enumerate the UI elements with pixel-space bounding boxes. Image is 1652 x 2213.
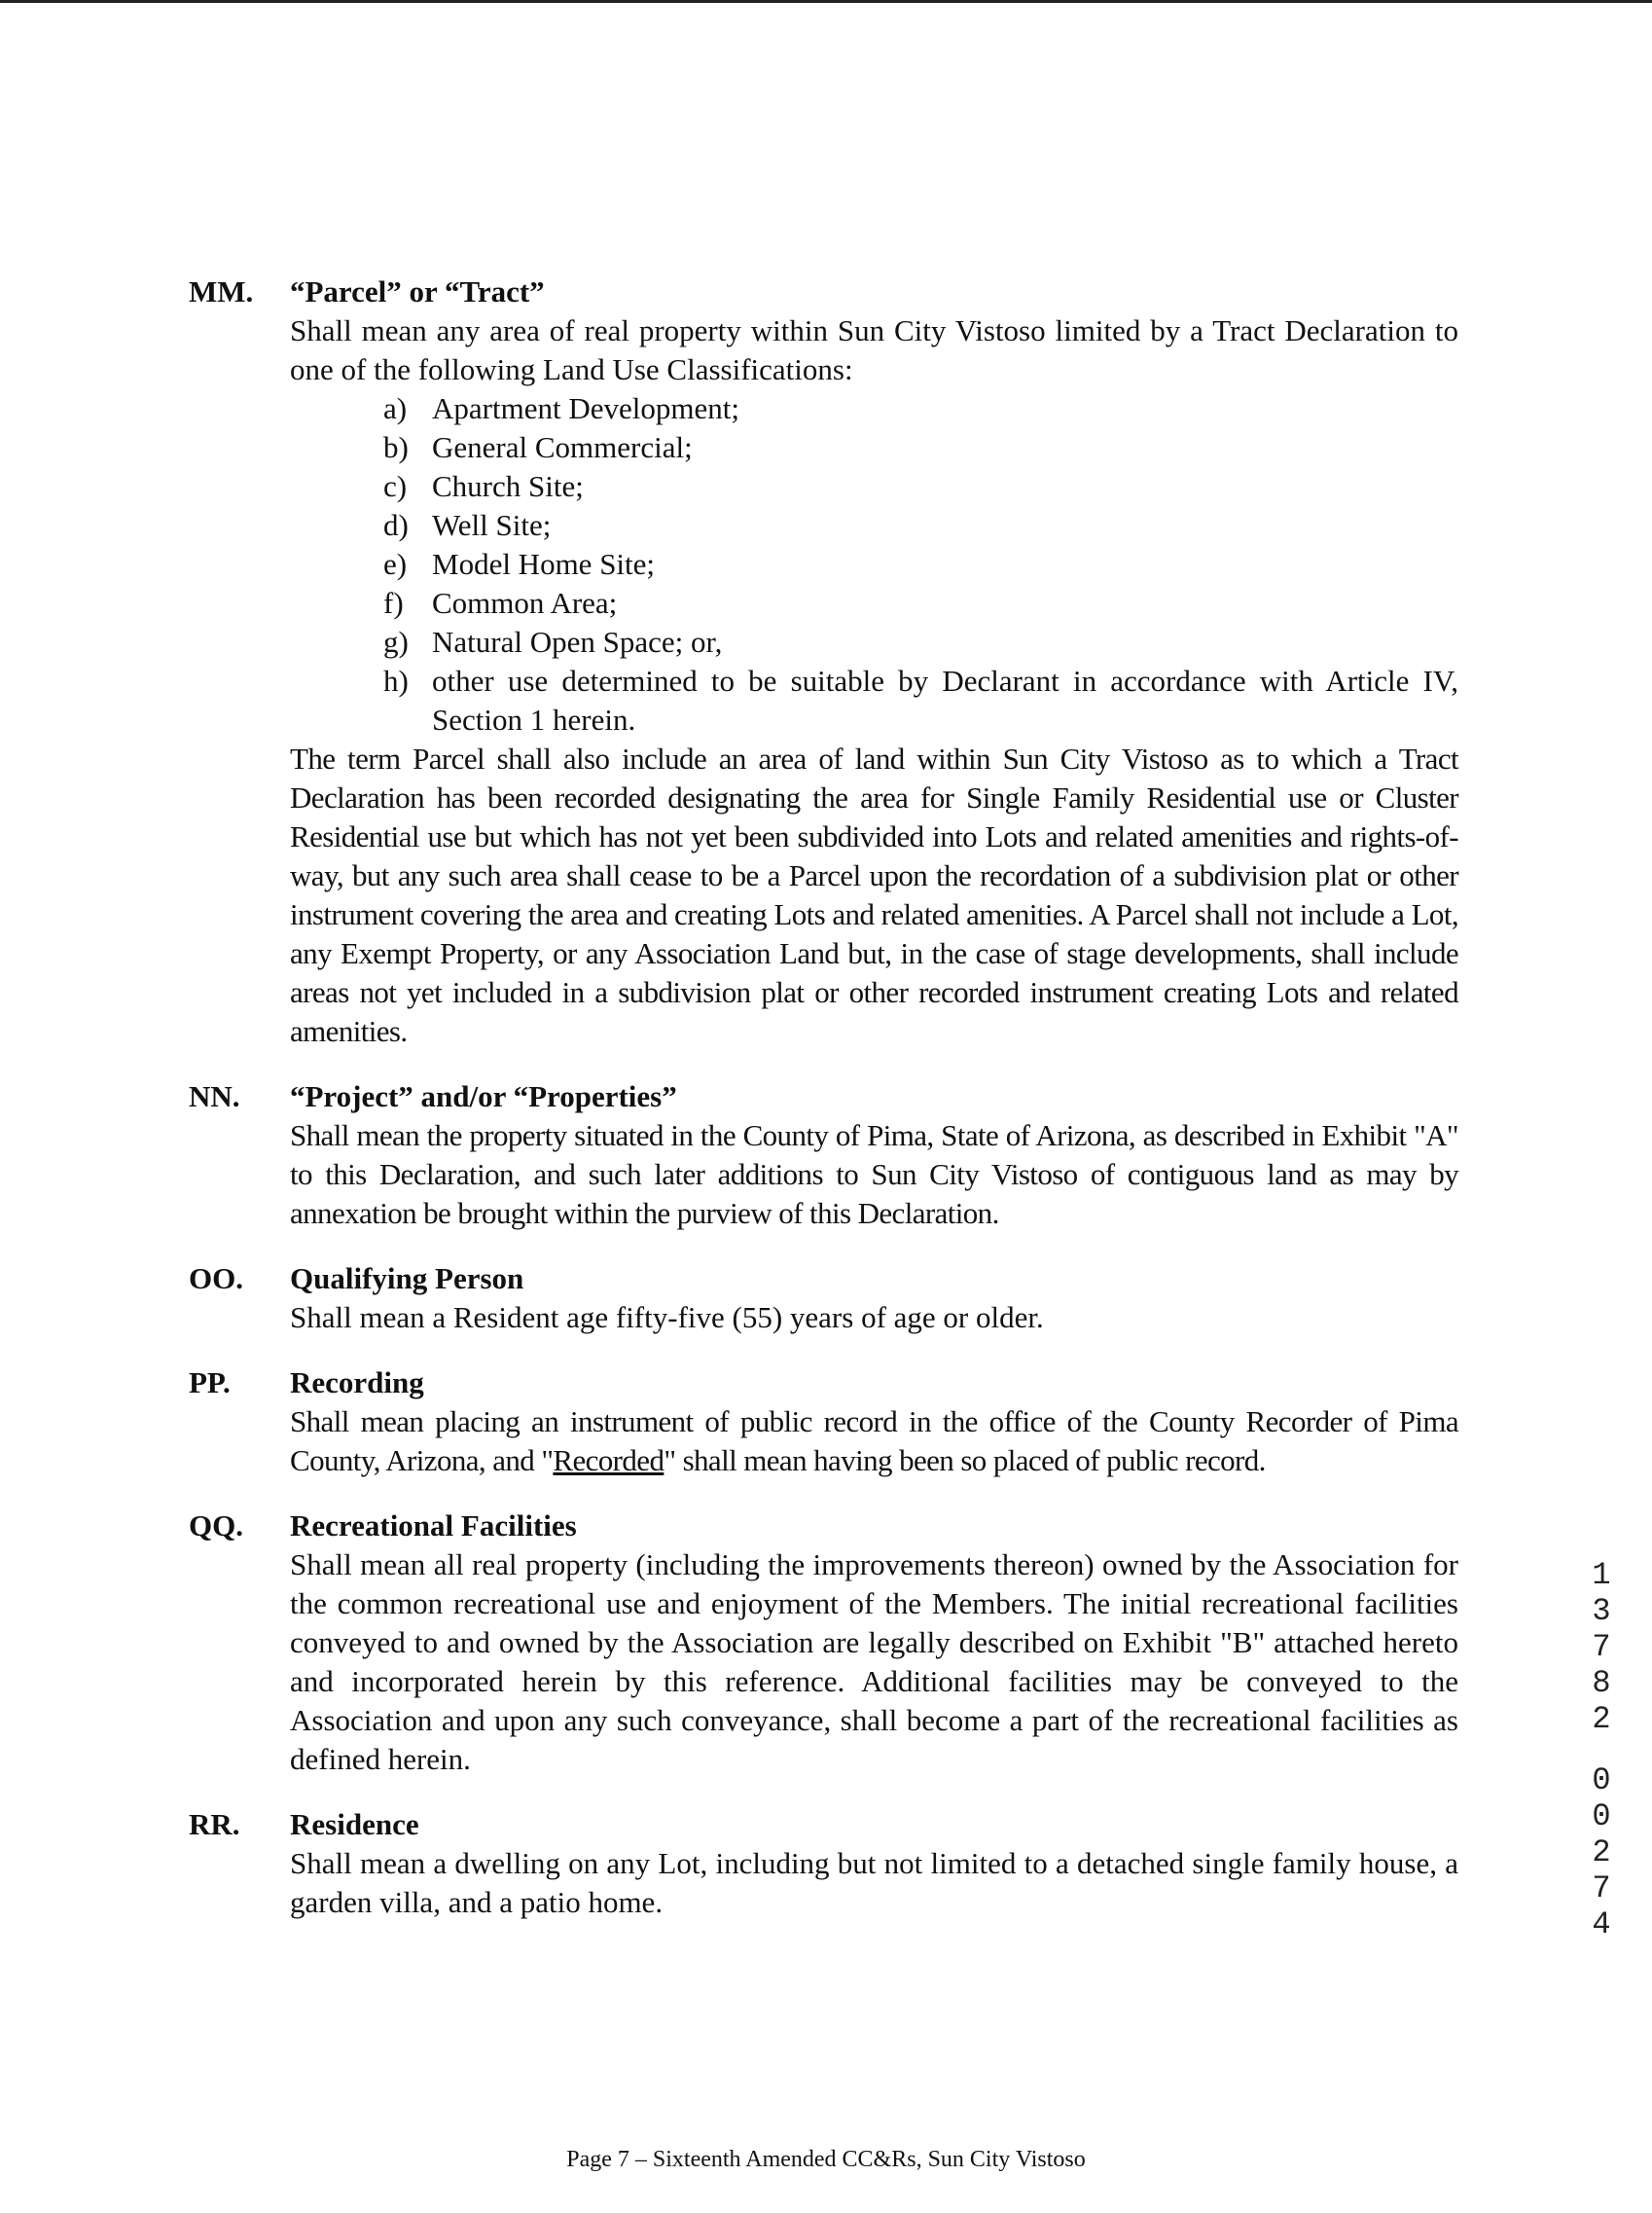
page-footer: Page 7 – Sixteenth Amended CC&Rs, Sun City Vistoso [566,2147,1086,2172]
list-item: g) Natural Open Space; or, [383,625,723,659]
section-heading: “Parcel” or “Tract” [290,274,545,308]
section-heading: Qualifying Person [290,1261,524,1295]
list-item: e) Model Home Site; [383,547,656,581]
section-heading: Recording [290,1365,424,1399]
list-item: d) Well Site; [383,508,552,542]
land-use-list [290,389,1458,740]
section-nn [189,1077,1458,1233]
section-rr [189,1805,1458,1922]
recorded-term: Recorded [553,1443,664,1477]
section-label: NN. [189,1079,240,1113]
section-qq [189,1506,1458,1779]
section-body: Shall mean a dwelling on any Lot, including but not limited to a detached single family house, a garden villa, and a patio home. [290,1846,1458,1919]
section-heading: Residence [290,1807,419,1841]
section-label: RR. [189,1807,240,1841]
section-label: MM. [189,274,254,308]
top-border-line [0,0,1652,3]
section-heading: “Project” and/or “Properties” [290,1079,677,1113]
section-pp [189,1363,1458,1480]
section-label: OO. [189,1261,243,1295]
section-intro: Shall mean any area of real property within Sun City Vistoso limited by a Tract Declaration to one of the following Land Use Classifications: [290,313,1458,386]
section-oo [189,1259,1458,1337]
recording-stamp: 1 3 7 8 2 0 0 2 7 4 [1592,1557,1611,1942]
section-label: QQ. [189,1508,243,1542]
section-body: Shall mean placing an instrument of public record in the office of the County Recorder of Pima County, Arizona, and "Recorded" shall mean having been so placed of public record. [290,1404,1458,1477]
list-item: c) Church Site; [383,469,584,503]
list-item: f) Common Area; [383,586,618,620]
document-body [189,272,1458,1948]
section-label: PP. [189,1365,231,1399]
section-body: Shall mean all real property (including the improvements thereon) owned by the Association for the common recreational use and enjoyment of the Members. The initial recreational facilities conveyed to and owned by the Association are legally described on Exhibit "B" attached hereto and incorporated herein by this reference. Additional facilities may be conveyed to the Association and upon any such conveyance, shall become a part of the recreational facilities as defined herein. [290,1547,1458,1776]
section-body: Shall mean the property situated in the County of Pima, State of Arizona, as described in Exhibit "A" to this Declaration, and such later additions to Sun City Vistoso of contiguous land as may by annexation be brought within the purview of this Declaration. [290,1118,1458,1230]
list-item: a) Apartment Development; [383,391,739,425]
section-body: Shall mean a Resident age fifty-five (55) years of age or older. [290,1300,1044,1334]
list-item: b) General Commercial; [383,430,693,464]
section-paragraph: The term Parcel shall also include an area of land within Sun City Vistoso as to which a Tract Declaration has been recorded designating the area for Single Family Residential use or Cluster Residential use but which has not yet been subdivided into Lots and related amenities and rights-of-way, but any such area shall cease to be a Parcel upon the recordation of a subdivision plat or other instrument covering the area and creating Lots and related amenities. A Parcel shall not include a Lot, any Exempt Property, or any Association Land but, in the case of stage developments, shall include areas not yet included in a subdivision plat or other recorded instrument creating Lots and related amenities. [290,742,1458,1048]
section-heading: Recreational Facilities [290,1508,577,1542]
list-item: h) other use determined to be suitable by Declarant in accordance with Article IV, Section 1 herein. [383,664,1458,737]
section-mm [189,272,1458,1051]
